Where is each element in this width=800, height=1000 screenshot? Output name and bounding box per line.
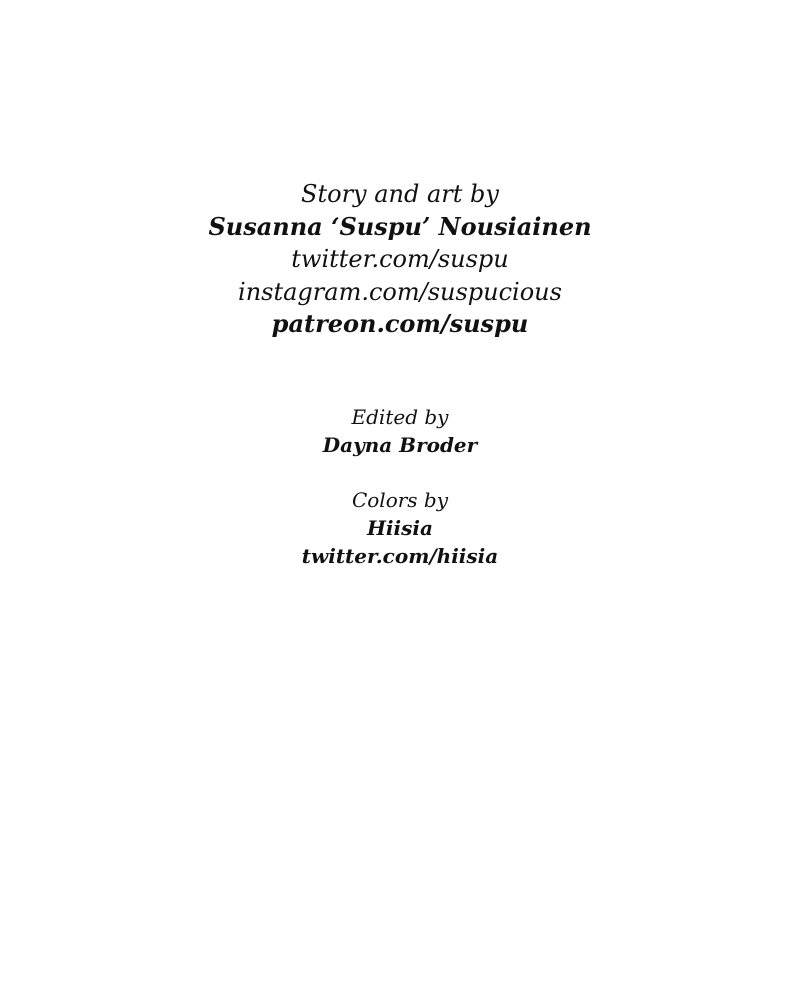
author-name: Susanna ‘Suspu’ Nousiainen [208,211,592,241]
author-instagram: instagram.com/suspucious [238,277,562,306]
editor-credits [0,403,800,459]
colors-heading: Colors by [351,488,449,512]
story-heading: Story and art by [301,180,499,208]
editor-heading: Edited by [351,405,449,429]
colorist-name: Hiisia [367,516,433,540]
colors-credits [0,486,800,570]
author-patreon: patreon.com/suspu [271,309,529,338]
author-twitter: twitter.com/suspu [291,245,509,273]
story-credits [0,178,800,341]
editor-name: Dayna Broder [322,433,478,457]
colorist-twitter: twitter.com/hiisia [301,544,499,568]
